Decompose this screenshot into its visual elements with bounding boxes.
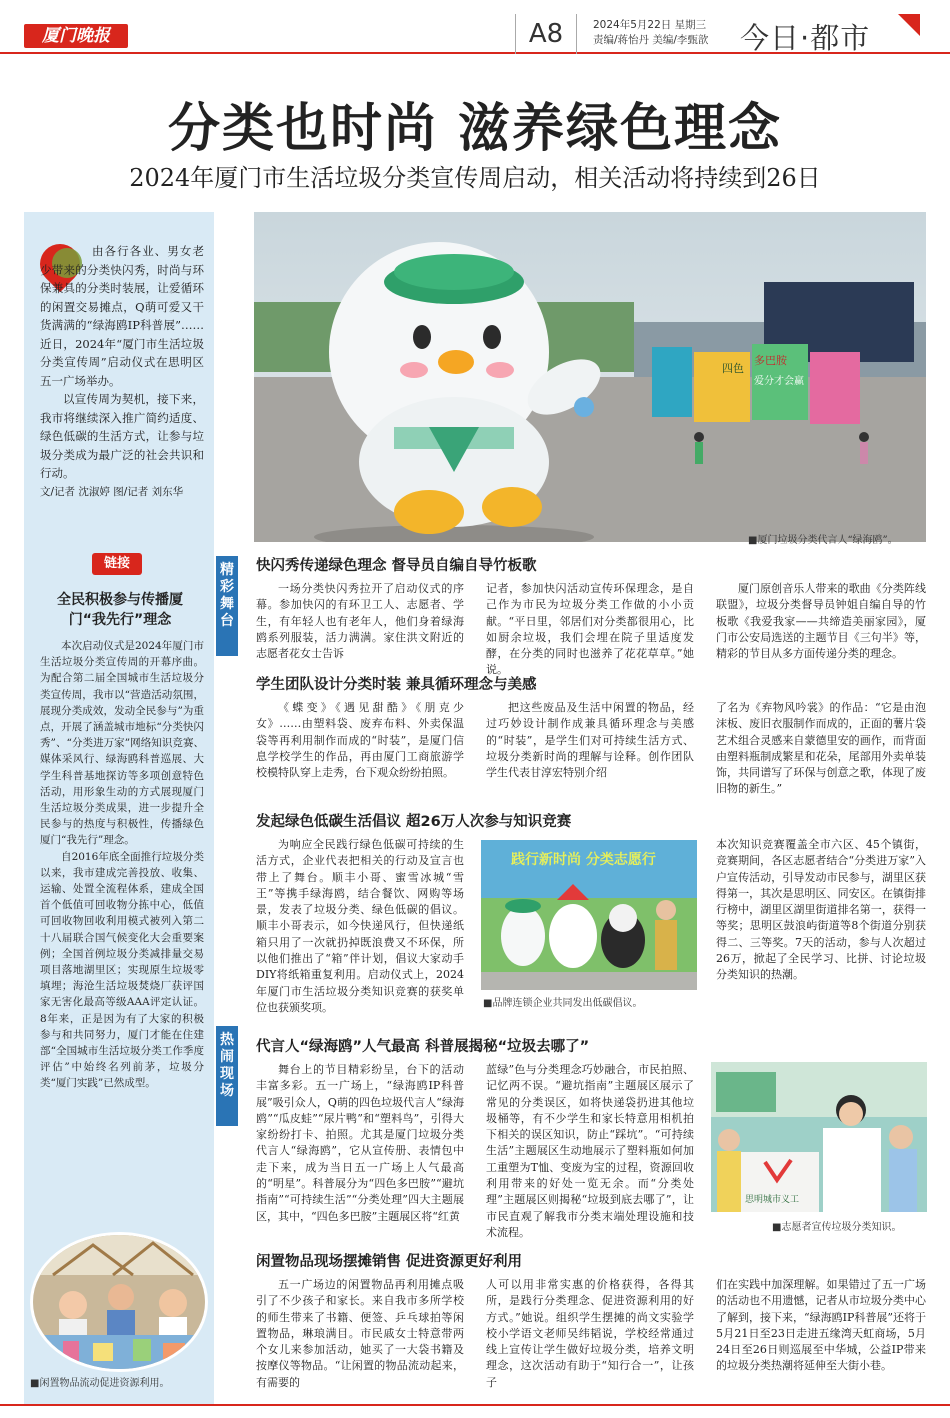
flea-market-photo xyxy=(30,1232,208,1372)
dateline xyxy=(593,18,743,48)
link-body xyxy=(40,638,204,1092)
section-2-title: 学生团队设计分类时装 兼具循环理念与美感 xyxy=(256,677,537,693)
link-paragraph-1: 本次启动仪式是2024年厦门市生活垃圾分类宣传周的开幕序曲。为配合第二届全国城市生活垃圾分类宣传周，我市以“营造活动氛围，展现分类成效，发动全民参与”为重点，开展了涵盖城市地标“分类快闪秀”、“分类进万家”网络知识竞赛、媒体采风行、绿海鸥科普巡展、大学生科普基地探访等多项创意特色活动，用形象生动的方式展现厦门生活垃圾分类成果，进一步提升全民参与的热度与积极性，传播绿色厦门“我先行”理念。 xyxy=(40,640,204,847)
section-2-col-2 xyxy=(486,700,694,781)
section-1-title: 快闪秀传递绿色理念 督导员自编自导竹板歌 xyxy=(256,558,537,574)
vest-text: 思明城市义工 xyxy=(745,1195,800,1205)
section-5-text-3: 们在实践中加深理解。如果错过了五一广场的活动也不用遗憾，记者从市垃圾分类中心了解到，接下来，“绿海鸥IP科普展”还将于5月21日至23日走进五缘湾天虹商场，5月24日至26日则巡展至中华城，公益IP带来的垃圾分类热潮将延伸至大街小巷。 xyxy=(716,1278,926,1373)
section-5-col-3 xyxy=(716,1277,926,1375)
section-5-col-2 xyxy=(486,1277,694,1391)
section-2-col-1 xyxy=(256,700,464,781)
page-number: A8 xyxy=(515,14,577,54)
intro-paragraph-1: 由各行各业、男女老少带来的分类快闪秀，时尚与环保兼具的分类时装展，让爱循环的闲置交易摊点，Q萌可爱又干货满满的“绿海鸥IP科普展”……近日，2024年“厦门市生活垃圾分类宣传周”启动仪式在思明区五一广场举办。 xyxy=(40,244,204,388)
brand-partners-photo xyxy=(481,840,697,990)
newspaper-logo: 厦门晚报 xyxy=(24,24,128,48)
issue-date: 2024年5月22日 星期三 xyxy=(593,19,707,31)
footer-rule xyxy=(0,1404,950,1406)
section-1-col-2 xyxy=(486,581,694,679)
section-name: 今日·都市 xyxy=(740,21,871,55)
volunteer-caption: ■志愿者宣传垃圾分类知识。 xyxy=(772,1222,902,1233)
section-3-title: 发起绿色低碳生活倡议 超26万人次参与知识竞赛 xyxy=(256,814,572,830)
flea-caption: ■闲置物品流动促进资源利用。 xyxy=(30,1378,170,1389)
section-3-text-3: 本次知识竞赛覆盖全市六区、45个镇街，竞赛期间，各区志愿者结合“分类进万家”入户宣传活动，引导发动市民参与，湖里区获得第一，其次是思明区、同安区。在镇街排行榜中，湖里区湖里街道排名第一，获得一等奖；思明区鼓浪屿街道等8个街道分别获得二、三等奖。7天的活动，参与人次超过26万，掀起了全民学习、比拼、讨论垃圾分类知识的热潮。 xyxy=(716,838,926,982)
booth-sign-2: 多巴胺 xyxy=(754,354,787,367)
section-5-title: 闲置物品现场摆摊销售 促进资源更好利用 xyxy=(256,1254,523,1270)
intro-paragraph-2: 以宣传周为契机，接下来，我市将继续深入推广简约适度、绿色低碳的生活方式，让参与垃圾分类成为最广泛的社会共识和行动。 xyxy=(40,392,204,480)
link-tag: 链接 xyxy=(92,553,142,575)
section-3-text-1: 为响应全民践行绿色低碳可持续的生活方式，企业代表把相关的行动及宣言也带上了舞台。顺丰小哥、蜜雪冰城“雪王”等携手绿海鸥，结合餐饮、网购等场景，发表了垃圾分类、绿色低碳的倡议。顺丰小哥表示，如今快递风行，但快递纸箱只用了一次就扔掉既浪费又不环保，所以他们推出了“箱”伴计划，倡议大家动手DIY将纸箱重复利用。启动仪式上，2024年厦门市生活垃圾分类知识竞赛的获奖单位也获颁奖项。 xyxy=(256,838,464,1014)
section-1-text-3: 厦门原创音乐人带来的歌曲《分类阵线联盟》，垃圾分类督导员钟姐自编自导的竹板歌《我爱我家——共缔造美丽家园》，厦门市公安局选送的主题节目《三句半》等，精彩的节目从多方面传递分类的理念。 xyxy=(716,582,926,661)
banner-brand-text: 践行新时尚 分类志愿行 xyxy=(511,852,656,868)
section-4-text-2: 蓝绿”色与分类理念巧妙融合，市民拍照、记忆两不误。“避坑指南”主题展区展示了常见的分类误区，如将快递袋扔进其他垃圾桶等，有不少学生和家长特意用相机拍下相关的误区知识，防止“踩坑”。“可持续生活”主题展区生动地展示了塑料瓶如何加工重塑为T恤、变废为宝的过程，资源回收利用带来的好处一览无余。而“分类处理”主题展区则揭秘“垃圾到底去哪了”，让市民直观了解我市分类末端处理设施和技术流程。 xyxy=(486,1063,694,1239)
section-4-text-1: 舞台上的节目精彩纷呈，台下的活动丰富多彩。五一广场上，“绿海鸥IP科普展”吸引众人，Q萌的四色垃圾代言人“绿海鸥”“瓜皮蛙”“尿片鸭”和“塑料鸟”，引得大家纷纷打卡、拍照。尤其是厦门垃圾分类代言人“绿海鸥”，它从宣传册、表情包中走下来，成为当日五一广场上人气最高的“明星”。科普展分为“四色多巴胺”“避坑指南”“可持续生活”“分类处理”四大主题展区，其中，“四色多巴胺”主题展区将“红黄 xyxy=(256,1063,464,1223)
section-3-col-1 xyxy=(256,837,464,1016)
section-2-text-3: 了名为《弃物风吟裳》的作品：“它是由泡沫板、废旧衣服制作而成的，正面的薯片袋艺术组合灵感来自蒙德里安的画作，而背面由塑料瓶制成繁星和花朵，尾部用外卖单装饰，共同谱写了环保与创意之歌，体现了废旧物的新生。” xyxy=(716,701,926,796)
section-4-col-1 xyxy=(256,1062,464,1225)
byline: 文/记者 沈淑婷 图/记者 刘东华 xyxy=(40,485,184,498)
section-5-text-1: 五一广场边的闲置物品再利用摊点吸引了不少孩子和家长。来自我市多所学校的师生带来了书籍、便签、乒乓球拍等闲置物品，琳琅满目。市民戚女士特意带两个女儿来参加活动，她买了一大袋书籍及按摩仪等物品。“让闲置的物品流动起来，有需要的 xyxy=(256,1278,464,1389)
section-4-title: 代言人“绿海鸥”人气最高 科普展揭秘“垃圾去哪了” xyxy=(256,1039,590,1055)
corner-mark xyxy=(898,14,920,36)
intro-text xyxy=(40,242,204,501)
section-1-text-1: 一场分类快闪秀拉开了启动仪式的序幕。参加快闪的有环卫工人、志愿者、学生，有年轻人也有老年人，他们身着绿海鸥系列服装，活力满满。家住洪文附近的志愿者花女士告诉 xyxy=(256,582,464,661)
section-1-text-2: 记者，参加快闪活动宣传环保理念，是自己作为市民为垃圾分类工作做的小小贡献。“平日里，邻居们对分类都很用心，比如厨余垃圾，我们会埋在院子里适度发酵，在分类的同时也滋养了花花草草。”她说。 xyxy=(486,582,694,677)
brand-caption: ■品牌连锁企业共同发出低碳倡议。 xyxy=(483,998,643,1009)
section-5-text-2: 人可以用非常实惠的价格获得，各得其所，是践行分类理念、促进资源利用的好方式。”她说。组织学生摆摊的尚文实验学校小学语文老师吴纬韬说，学校经常通过线上宣传让学生做好垃圾分类，培养文明理念，这次活动有助于“知行合一”，让孩子 xyxy=(486,1278,694,1389)
section-5-col-1 xyxy=(256,1277,464,1391)
booth-sign-3: 爱分才会赢 xyxy=(754,376,804,387)
headline: 分类也时尚 滋养绿色理念 xyxy=(167,99,783,159)
editor-credits: 责编/蒋怡丹 美编/李甄歆 xyxy=(593,34,709,46)
section-4-col-2 xyxy=(486,1062,694,1241)
booth-sign-1: 四色 xyxy=(722,362,744,375)
main-photo-caption: ■厦门垃圾分类代言人“绿海鸥”。 xyxy=(748,535,898,546)
link-title: 全民积极参与传播厦门“我先行”理念 xyxy=(57,592,183,628)
section-tag-scene: 热闹现场 xyxy=(216,1026,238,1126)
section-2-text-1: 《蝶变》《遇见甜酷》《朋克少女》……由塑料袋、废弃布料、外卖保温袋等再利用制作而成的“时装”，是厦门信息学校学生的作品，再由厦门工商旅游学校模特队穿上走秀，台下观众纷纷拍照。 xyxy=(256,701,464,780)
section-2-text-2: 把这些废品及生活中闲置的物品，经过巧妙设计制作成兼具循环理念与美感的“时装”，是学生们对可持续生活方式、垃圾分类新时尚的理解与诠释。创作团队学生代表甘淳宏特别介绍 xyxy=(486,701,694,780)
volunteer-photo xyxy=(711,1062,927,1212)
subheadline: 2024年厦门市生活垃圾分类宣传周启动，相关活动将持续到26日 xyxy=(129,164,821,192)
section-1-col-1 xyxy=(256,581,464,662)
section-2-col-3 xyxy=(716,700,926,798)
link-paragraph-2: 自2016年底全面推行垃圾分类以来，我市建成完善投放、收集、运输、处置全流程体系，建成全国首个低值可回收物分拣中心，低值可回收物回收利用模式被列入第二十八届联合国气候变化大会重要案例；全国首例垃圾分类减排量交易项目落地湖里区；实现原生垃圾零填埋；海沧生活垃圾焚烧厂获评国家无害化最高等级AAA评定认证。8年来，正是因为有了大家的积极参与和共同努力，厦门才能在住建部“全国城市生活垃圾分类工作季度评估”中始终名列前茅，垃圾分类“厦门实践”已然成型。 xyxy=(40,850,204,1090)
section-3-col-3 xyxy=(716,837,926,984)
section-tag-stage: 精彩舞台 xyxy=(216,556,238,656)
mascot-photo xyxy=(254,212,926,542)
section-1-col-3 xyxy=(716,581,926,662)
